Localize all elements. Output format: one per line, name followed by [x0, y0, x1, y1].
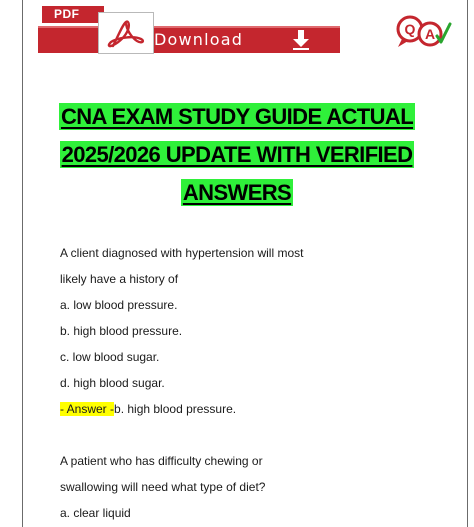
question-list — [60, 240, 440, 526]
download-banner[interactable] — [38, 6, 340, 50]
question-1 — [60, 240, 440, 422]
correct-answer — [60, 396, 440, 422]
answer-tag: - Answer - — [60, 402, 115, 416]
download-arrow-icon[interactable] — [293, 30, 309, 50]
pdf-file-icon — [98, 12, 154, 54]
qa-logo — [396, 12, 452, 52]
document-title — [0, 98, 474, 212]
answer-option: c. low blood sugar. — [60, 350, 160, 364]
answer-option: a. low blood pressure. — [60, 298, 178, 312]
pdf-tab-label: PDF — [42, 6, 104, 23]
question-2 — [60, 448, 440, 526]
question-stem-line: A patient who has difficulty chewing or — [60, 454, 263, 468]
question-stem-line: swallowing will need what type of diet? — [60, 480, 266, 494]
question-stem-line: A client diagnosed with hypertension will most — [60, 246, 304, 260]
question-stem-line: likely have a history of — [60, 272, 179, 286]
svg-text:Q: Q — [404, 21, 416, 37]
title-line-1: CNA EXAM STUDY GUIDE ACTUAL — [60, 104, 414, 129]
title-line-3: ANSWERS — [182, 180, 292, 205]
download-label[interactable]: Download — [154, 30, 244, 49]
svg-text:A: A — [424, 26, 436, 42]
answer-option: b. high blood pressure. — [60, 324, 183, 338]
title-line-2: 2025/2026 UPDATE WITH VERIFIED — [61, 142, 413, 167]
answer-option: d. high blood sugar. — [60, 376, 165, 390]
answer-text: b. high blood pressure. — [114, 402, 237, 416]
answer-option: a. clear liquid — [60, 506, 131, 520]
